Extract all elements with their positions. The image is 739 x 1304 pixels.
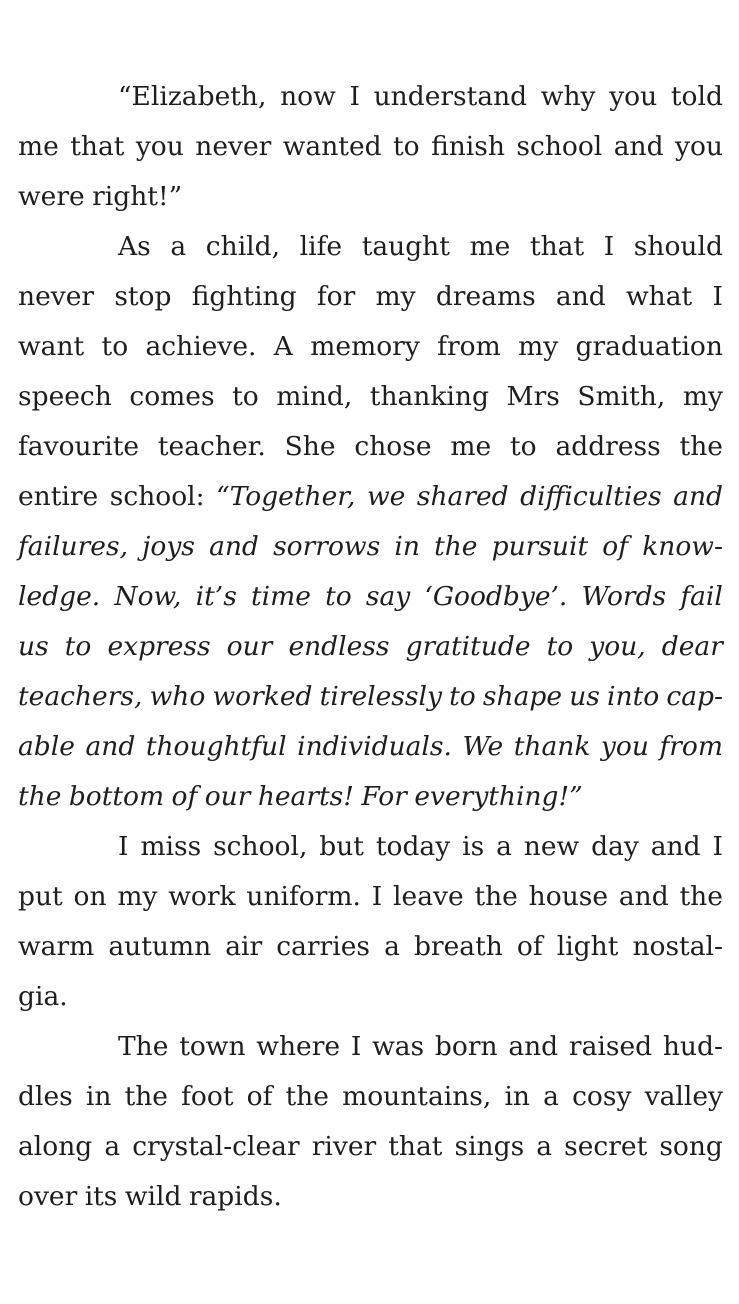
word: and [508, 1031, 559, 1062]
word: express [107, 631, 211, 662]
word: raised [568, 1031, 653, 1062]
word: right!” [92, 181, 183, 212]
word: sings [454, 1131, 525, 1162]
text-line [18, 372, 723, 422]
word: should [633, 231, 723, 262]
word: my [117, 881, 158, 912]
word: Now, [114, 581, 182, 612]
word: She [284, 431, 336, 462]
word: a [536, 1131, 553, 1162]
word: fail [680, 581, 723, 612]
word: speech [18, 381, 112, 412]
word: life [299, 231, 343, 262]
paragraph [18, 1022, 723, 1222]
text-line [18, 472, 723, 522]
word: were [18, 181, 85, 212]
paragraph [18, 222, 723, 822]
page-text [18, 72, 723, 1222]
word: in [504, 1081, 530, 1112]
word: was [372, 1031, 425, 1062]
paragraph [18, 822, 723, 1022]
word: cosy [572, 1081, 632, 1112]
word: I [350, 1031, 362, 1062]
word: a [104, 1131, 121, 1162]
word: Smith, [577, 381, 666, 412]
word: of [602, 531, 629, 562]
word: my [518, 331, 559, 362]
word: you [600, 731, 649, 762]
word: to [64, 631, 92, 662]
word: that [529, 231, 585, 262]
word: in [394, 531, 420, 562]
word: I [349, 81, 360, 112]
text-line [18, 422, 723, 472]
word: I [371, 881, 383, 912]
word: the [679, 431, 723, 462]
word: what [626, 281, 693, 312]
word: who [149, 681, 206, 712]
word: endless [288, 631, 390, 662]
word: where [256, 1031, 341, 1062]
word: and [618, 881, 669, 912]
word: why [540, 81, 596, 112]
word: work [168, 881, 236, 912]
text-line [18, 822, 723, 872]
word: comes [129, 381, 215, 412]
text-line [18, 622, 723, 672]
word: worked [212, 681, 313, 712]
word: never [18, 281, 95, 312]
word: you [609, 81, 658, 112]
word: today [375, 831, 451, 862]
word: individuals. [297, 731, 452, 762]
word: to [449, 681, 476, 712]
word: graduation [575, 331, 723, 362]
word: achieve. [145, 331, 257, 362]
word: you [674, 131, 723, 162]
word: fighting [191, 281, 297, 312]
word: bottom [68, 781, 165, 812]
word: told [670, 81, 723, 112]
word: me [469, 231, 511, 262]
word: valley [644, 1081, 723, 1112]
word: for [316, 281, 356, 312]
word: stop [114, 281, 172, 312]
word: As [118, 231, 151, 262]
word: and [650, 831, 701, 862]
word: dear [661, 631, 723, 662]
word: I [118, 831, 129, 862]
word: know- [642, 531, 723, 562]
text-line [18, 1122, 723, 1172]
word: uniform. [246, 881, 361, 912]
word: me [18, 131, 59, 162]
word: put [18, 881, 63, 912]
word: and [85, 731, 136, 762]
text-line [18, 522, 723, 572]
word: secret [564, 1131, 648, 1162]
word: of [246, 1081, 273, 1112]
word: rapids. [188, 1181, 282, 1212]
word: a [384, 931, 400, 962]
word: time [250, 581, 311, 612]
word: hud- [662, 1031, 723, 1062]
word: everything!” [414, 781, 583, 812]
word: now [280, 81, 336, 112]
word: we [366, 481, 406, 512]
word: of [171, 781, 198, 812]
word: in [85, 1081, 112, 1112]
word: it’s [195, 581, 237, 612]
word: “Together, [216, 481, 356, 512]
word: memory [310, 331, 420, 362]
word: a [170, 231, 187, 262]
word: the [474, 881, 518, 912]
word: understand [373, 81, 528, 112]
text-line [18, 972, 723, 1022]
word: to [546, 631, 574, 662]
word: child, [205, 231, 281, 262]
word: carries [276, 931, 370, 962]
text-line [18, 1072, 723, 1122]
word: my [375, 281, 416, 312]
word: the [679, 881, 723, 912]
word: me [450, 431, 492, 462]
word: on [73, 881, 107, 912]
word: us [18, 631, 49, 662]
word: new [523, 831, 580, 862]
word: cap- [666, 681, 723, 712]
word: thoughtful [145, 731, 287, 762]
word: breath [413, 931, 503, 962]
word: of [516, 931, 543, 962]
word: dreams [435, 281, 536, 312]
word: a [496, 831, 512, 862]
word: never [195, 131, 272, 162]
word: shape [482, 681, 563, 712]
text-line [18, 1022, 723, 1072]
word: is [462, 831, 485, 862]
word: thank [513, 731, 591, 762]
word: failures, [18, 531, 128, 562]
word: I [712, 831, 723, 862]
word: taught [361, 231, 450, 262]
word: but [319, 831, 364, 862]
word: house [528, 881, 609, 912]
word: warm [18, 931, 95, 962]
word: the [18, 781, 62, 812]
text-line [18, 322, 723, 372]
text-line [18, 772, 723, 822]
text-line [18, 172, 723, 222]
word: born [434, 1031, 498, 1062]
text-line [18, 722, 723, 772]
word: thanking [369, 381, 489, 412]
text-line [18, 922, 723, 972]
text-line [18, 572, 723, 622]
word: from [437, 331, 501, 362]
word: We [462, 731, 504, 762]
word: school, [213, 831, 308, 862]
word: difficulties [520, 481, 662, 512]
word: finish [431, 131, 505, 162]
word: mountains, [342, 1081, 492, 1112]
word: river [311, 1131, 377, 1162]
word: wanted [282, 131, 382, 162]
text-line [18, 272, 723, 322]
word: that [388, 1131, 443, 1162]
word: ‘Goodbye’. [424, 581, 568, 612]
word: and [673, 481, 723, 512]
word: favourite [18, 431, 140, 462]
word: Mrs [506, 381, 560, 412]
word: For [361, 781, 407, 812]
text-line [18, 1172, 723, 1222]
word: a [543, 1081, 559, 1112]
word: light [556, 931, 619, 962]
word: teachers, [18, 681, 143, 712]
text-line [18, 872, 723, 922]
word: able [18, 731, 75, 762]
word: gia. [18, 981, 68, 1012]
word: ledge. [18, 581, 101, 612]
word: into [607, 681, 660, 712]
word: to [101, 331, 129, 362]
word: air [225, 931, 263, 962]
word: The [118, 1031, 169, 1062]
text-line [18, 222, 723, 272]
word: its [84, 1181, 118, 1212]
word: teacher. [157, 431, 266, 462]
word: wild [124, 1181, 182, 1212]
word: leave [393, 881, 464, 912]
word: the [124, 1081, 168, 1112]
word: along [18, 1131, 93, 1162]
word: to [510, 431, 537, 462]
word: to [393, 131, 420, 162]
word: joys [142, 531, 195, 562]
word: shared [416, 481, 509, 512]
word: you [135, 131, 184, 162]
word: school [516, 131, 603, 162]
word: entire [18, 481, 99, 512]
word: and [555, 281, 606, 312]
word: dles [18, 1081, 73, 1112]
word: say [365, 581, 411, 612]
word: our [226, 631, 273, 662]
word: from [659, 731, 723, 762]
word: I [603, 231, 615, 262]
word: and [209, 531, 259, 562]
word: us [569, 681, 600, 712]
word: foot [181, 1081, 234, 1112]
word: “Elizabeth, [118, 81, 267, 112]
word: address [555, 431, 661, 462]
word: day [591, 831, 639, 862]
word: hearts! [257, 781, 354, 812]
word: pursuit [491, 531, 589, 562]
text-line [18, 72, 723, 122]
word: crystal-clear [132, 1131, 300, 1162]
word: song [659, 1131, 723, 1162]
word: nostal- [632, 931, 723, 962]
word: miss [140, 831, 202, 862]
word: and [613, 131, 664, 162]
paragraph [18, 72, 723, 222]
word: Words [581, 581, 667, 612]
word: I [712, 281, 723, 312]
word: chose [354, 431, 432, 462]
word: that [70, 131, 125, 162]
word: school: [109, 481, 205, 512]
text-line [18, 672, 723, 722]
word: gratitude [405, 631, 531, 662]
word: over [18, 1181, 78, 1212]
word: tirelessly [319, 681, 442, 712]
word: want [18, 331, 85, 362]
word: to [325, 581, 352, 612]
text-line [18, 122, 723, 172]
word: autumn [108, 931, 212, 962]
word: our [204, 781, 251, 812]
word: my [682, 381, 723, 412]
word: you, [589, 631, 646, 662]
word: to [232, 381, 259, 412]
word: the [285, 1081, 329, 1112]
word: the [434, 531, 478, 562]
word: sorrows [273, 531, 381, 562]
word: mind, [276, 381, 353, 412]
word: A [273, 331, 293, 362]
word: town [179, 1031, 246, 1062]
